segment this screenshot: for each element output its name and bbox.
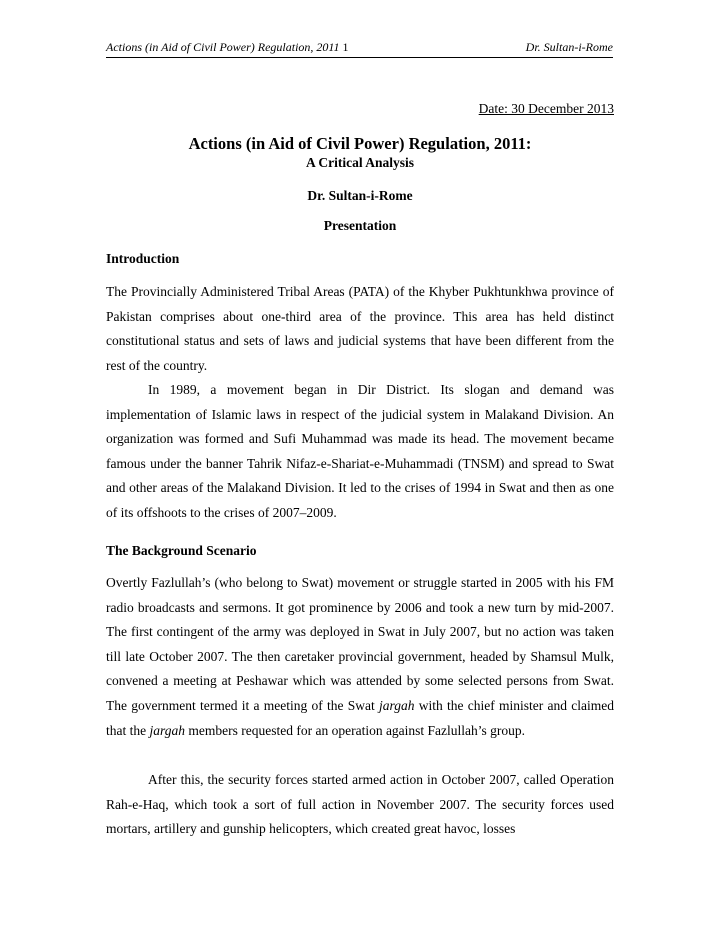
section-heading-introduction: Introduction (106, 251, 180, 266)
jargah-term: jargah (149, 722, 186, 738)
running-header (106, 40, 613, 58)
introduction-paragraph-2: In 1989, a movement began in Dir District. Its slogan and demand was implementation of Islamic laws in respect of the judicial system in Malakand Division. An organization was formed and Sufi Muhammad was made its head. The movement became famous under the banner Tahrik Nifaz-e-Shariat-e-Muhammadi (TNSM) and spread to Swat and other areas of the Malakand Division. It led to the crises of 1994 in Swat and then as one of its offshoots to the crises of 2007–2009. (106, 382, 614, 520)
document-subtitle: A Critical Analysis (305, 155, 414, 170)
background-paragraph-2: After this, the security forces started armed action in October 2007, called Operation Rah-e-Haq, which took a sort of full action in November 2007. The security forces used mortars, artillery and gunship helicopters, which created great havoc, losses (106, 772, 614, 837)
presentation-label: Presentation (323, 218, 397, 233)
document-author: Dr. Sultan-i-Rome (307, 188, 413, 203)
introduction-paragraph-1: The Provincially Administered Tribal Areas (PATA) of the Khyber Pukhtunkhwa province of Pakistan comprises about one-third area of the province. This area has held distinct constitutional status and sets of laws and judicial systems that have been different from the rest of the country. (106, 284, 614, 373)
header-title: Actions (in Aid of Civil Power) Regulation, 2011 1 (106, 40, 349, 54)
background-paragraph-1: Overtly Fazlullah’s (who belong to Swat) movement or struggle started in 2005 with his FM radio broadcasts and sermons. It got prominence by 2006 and took a new turn by mid-2007. The first contingent of the army was deployed in Swat in July 2007, but no action was taken till late October 2007. The then caretaker provincial government, headed by Shamsul Mulk, convened a meeting at Peshawar which was attended by some selected persons from Swat. The government termed it a meeting of the Swat jargah with the chief minister and claimed that the jargah members requested for an operation against Fazlullah’s group. (106, 575, 614, 738)
section-heading-background: The Background Scenario (106, 543, 257, 558)
document-title: Actions (in Aid of Civil Power) Regulation, 2011: (188, 134, 532, 153)
document-date: Date: 30 December 2013 (478, 101, 614, 116)
jargah-term: jargah (378, 697, 415, 713)
page-number: 1 (342, 40, 349, 54)
header-author: Dr. Sultan-i-Rome (525, 40, 613, 54)
